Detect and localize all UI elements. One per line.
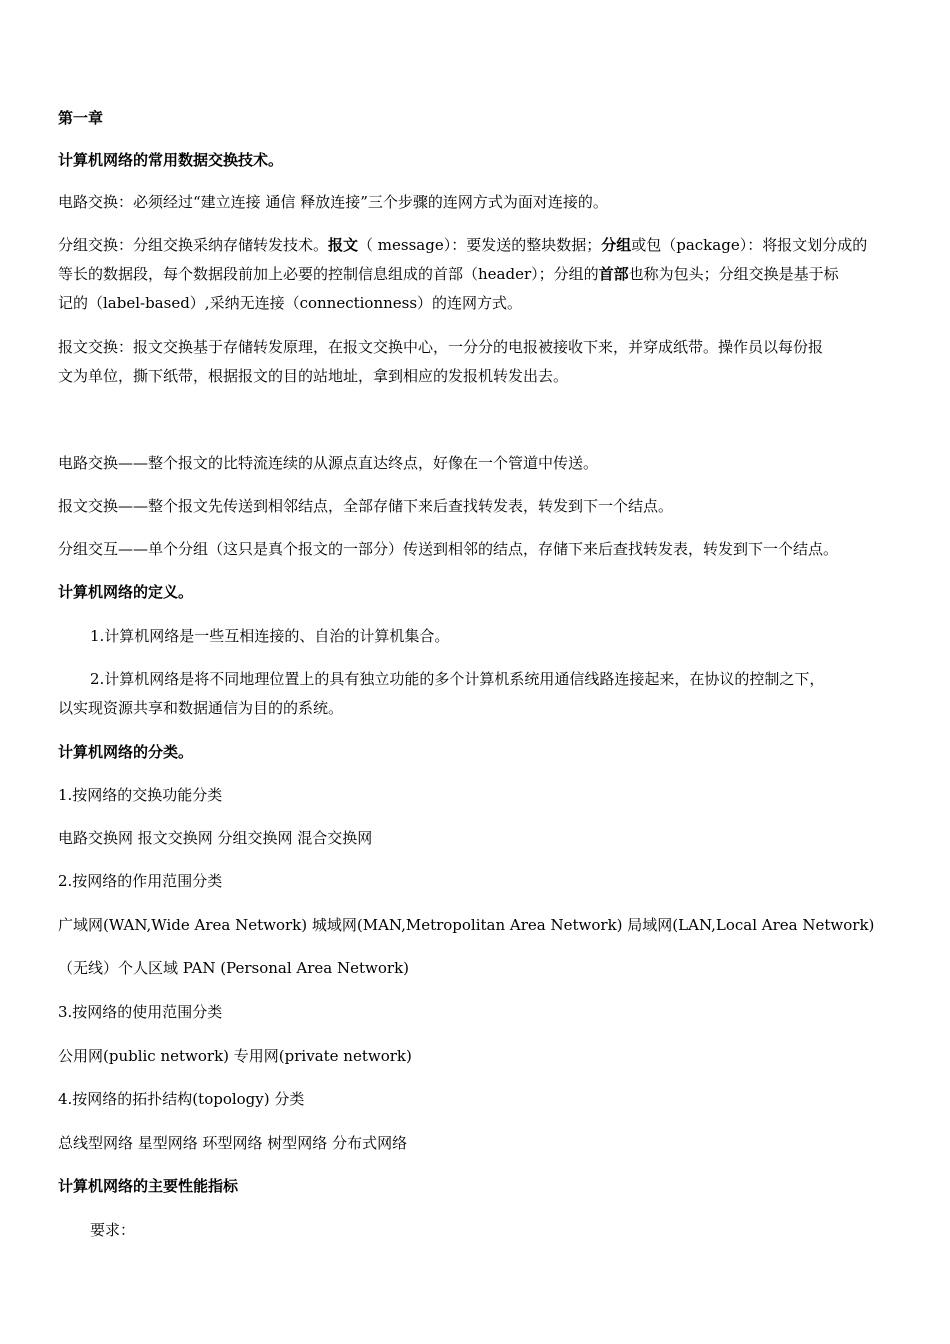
text-span: 或包（package）：将报文划分成的	[631, 236, 868, 254]
para-message-switching-line1: 报文交换：报文交换基于存储转发原理，在报文交换中心，一分分的电报被接收下来，并穿成纸带。操作员以每份报	[58, 338, 824, 356]
para-message-switching-line2: 文为单位，撕下纸带，根据报文的目的站地址，拿到相应的发报机转发出去。	[58, 367, 569, 385]
text-span: 也称为包头；分组交换是基于标	[628, 265, 839, 283]
compare-packet: 分组交互——单个分组（这只是真个报文的一部分）传送到相邻的结点，存储下来后查找转发表，转发到下一个结点。	[58, 540, 839, 558]
compare-message: 报文交换——整个报文先传送到相邻结点，全部存储下来后查找转发表，转发到下一个结点。	[58, 497, 674, 515]
class-1-items: 电路交换网 报文交换网 分组交换网 混合交换网	[58, 829, 373, 847]
text-span: （ message）：要发送的整块数据；	[358, 236, 602, 254]
heading-performance: 计算机网络的主要性能指标	[58, 1177, 239, 1195]
bold-term-packet: 分组	[601, 236, 632, 254]
class-2-items: 广域网(WAN,Wide Area Network) 城域网(MAN,Metropolitan Area Network) 局域网(LAN,Local Area Network)	[58, 916, 875, 934]
class-3-title: 3.按网络的使用范围分类	[58, 1003, 223, 1021]
para-circuit-switching: 电路交换：必须经过“建立连接 通信 释放连接”三个步骤的连网方式为面对连接的。	[58, 193, 608, 211]
class-2-items-2: （无线）个人区域 PAN (Personal Area Network)	[58, 959, 410, 977]
heading-definition: 计算机网络的定义。	[58, 583, 194, 601]
class-2-title: 2.按网络的作用范围分类	[58, 872, 223, 890]
text-span: 分组交换：分组交换采纳存储转发技术。	[58, 236, 329, 254]
definition-2-line1: 2.计算机网络是将不同地理位置上的具有独立功能的多个计算机系统用通信线路连接起来，在协议的控制之下，	[90, 670, 825, 688]
chapter-title: 第一章	[58, 109, 104, 127]
heading-switching: 计算机网络的常用数据交换技术。	[58, 151, 284, 169]
para-packet-switching-line2	[58, 264, 839, 284]
bold-term-message: 报文	[328, 236, 359, 254]
bold-term-header: 首部	[598, 265, 629, 283]
requirements-label: 要求：	[90, 1221, 136, 1239]
definition-2-line2: 以实现资源共享和数据通信为目的的系统。	[58, 699, 344, 717]
text-span: 等长的数据段，每个数据段前加上必要的控制信息组成的首部（header）；分组的	[58, 265, 599, 283]
heading-classification: 计算机网络的分类。	[58, 743, 194, 761]
class-4-title: 4.按网络的拓扑结构(topology) 分类	[58, 1090, 305, 1108]
para-packet-switching-line1	[58, 235, 867, 255]
class-4-items: 总线型网络 星型网络 环型网络 树型网络 分布式网络	[58, 1134, 408, 1152]
class-1-title: 1.按网络的交换功能分类	[58, 786, 223, 804]
class-3-items: 公用网(public network) 专用网(private network)	[58, 1047, 412, 1065]
compare-circuit: 电路交换——整个报文的比特流连续的从源点直达终点，好像在一个管道中传送。	[58, 454, 599, 472]
definition-1: 1.计算机网络是一些互相连接的、自治的计算机集合。	[90, 627, 450, 645]
para-packet-switching-line3: 记的（label-based）,采纳无连接（connectionness）的连网方式。	[58, 294, 523, 312]
